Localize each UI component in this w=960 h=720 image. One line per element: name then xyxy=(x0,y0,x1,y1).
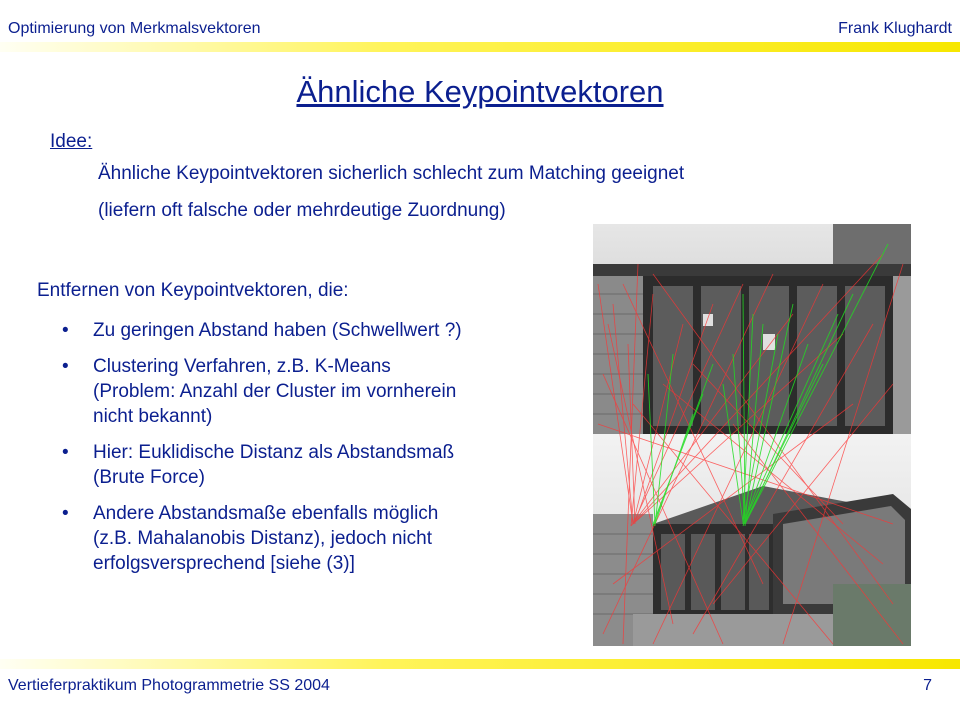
bullet-text: Zu geringen Abstand haben (Schwellwert ?) xyxy=(93,320,462,341)
bullet-text: erfolgsversprechend [siehe (3)] xyxy=(93,553,355,574)
bullet-text: Hier: Euklidische Distanz als Abstandsmaß xyxy=(93,442,455,463)
footer-course: Vertieferpraktikum Photogrammetrie SS 2004 xyxy=(8,677,330,694)
idea-label: Idee: xyxy=(50,131,93,152)
footer-divider xyxy=(0,659,960,669)
bullet-list xyxy=(62,318,572,587)
bullet-text: nicht bekannt) xyxy=(93,406,213,427)
bullet-text: (Brute Force) xyxy=(93,467,205,488)
bullet-text: Andere Abstandsmaße ebenfalls möglich xyxy=(93,503,439,524)
bullet-marker: • xyxy=(62,320,69,341)
header-divider xyxy=(0,42,960,52)
idea-line-1: Ähnliche Keypointvektoren sicherlich schlecht zum Matching geeignet xyxy=(98,163,685,184)
header-course-title: Optimierung von Merkmalsvektoren xyxy=(8,20,261,37)
header-author: Frank Klughardt xyxy=(838,20,952,37)
keypoint-matching-photo xyxy=(593,224,911,646)
bullet-marker: • xyxy=(62,356,69,377)
slide-title: Ähnliche Keypointvektoren xyxy=(296,74,664,109)
bullet-text: (Problem: Anzahl der Cluster im vornherein xyxy=(93,381,457,402)
bullet-item-other-metrics xyxy=(62,501,572,576)
bullet-text: Clustering Verfahren, z.B. K-Means xyxy=(93,356,391,377)
bullet-item-threshold xyxy=(62,318,572,343)
bullet-item-clustering xyxy=(62,354,572,429)
page-number: 7 xyxy=(923,677,932,694)
bullet-marker: • xyxy=(62,442,69,463)
bullet-text: (z.B. Mahalanobis Distanz), jedoch nicht xyxy=(93,528,432,549)
removal-intro: Entfernen von Keypointvektoren, die: xyxy=(37,280,349,301)
bottom-image xyxy=(593,434,911,646)
bullet-marker: • xyxy=(62,503,69,524)
bullet-item-euclidean xyxy=(62,440,572,490)
idea-line-2: (liefern oft falsche oder mehrdeutige Zuordnung) xyxy=(98,200,506,221)
